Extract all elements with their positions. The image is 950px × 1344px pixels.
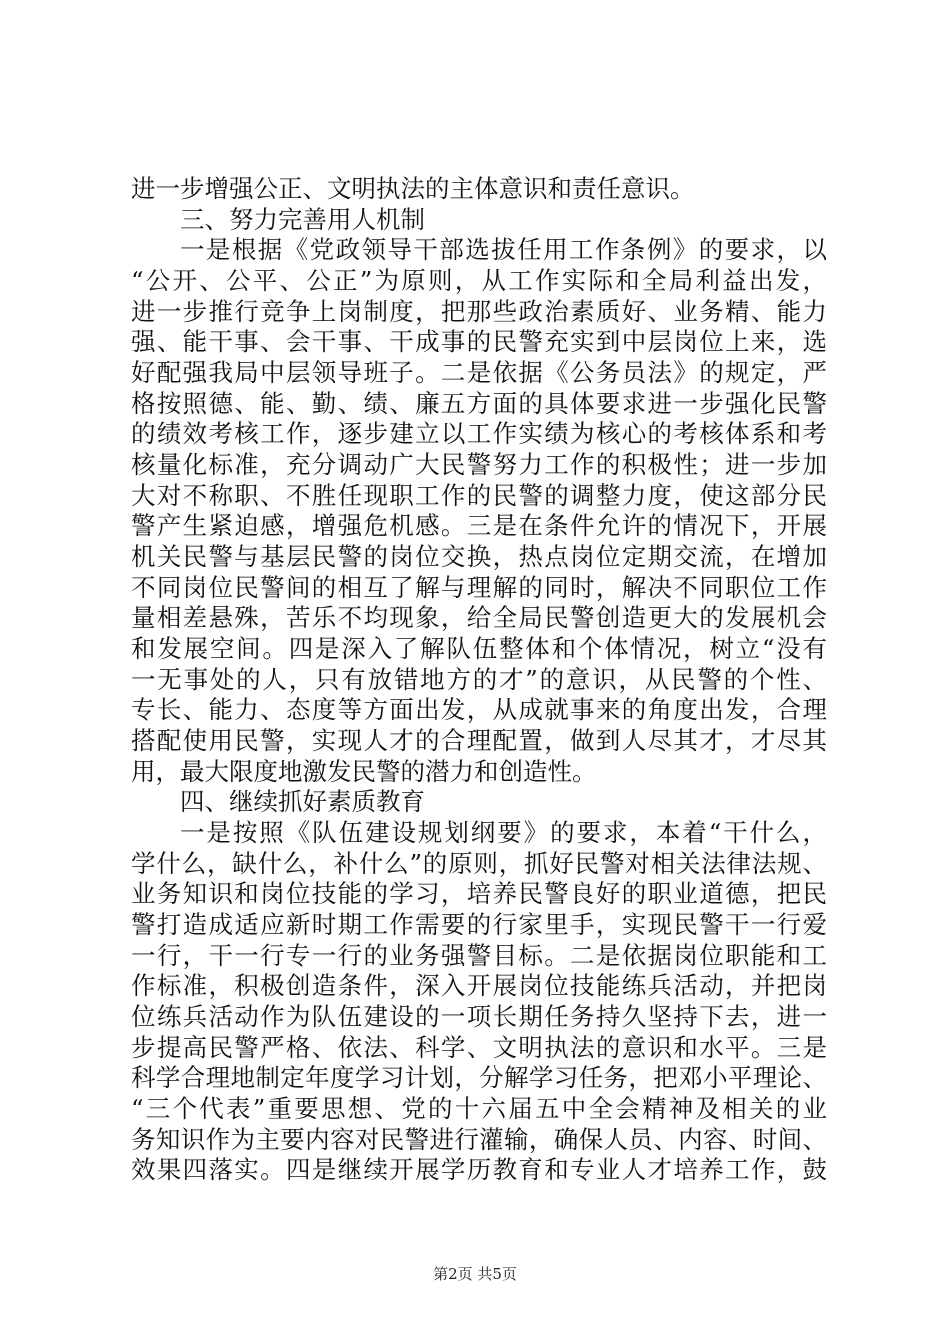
text-line: 作标准，积极创造条件，深入开展岗位技能练兵活动，并把岗 [131,971,827,1000]
text-line: 学什么，缺什么，补什么”的原则，抓好民警对相关法律法规、 [131,849,827,878]
text-line: 进一步推行竞争上岗制度，把那些政治素质好、业务精、能力 [131,297,827,326]
text-line: 科学合理地制定年度学习计划，分解学习任务，把邓小平理论、 [131,1063,827,1092]
text-line: 大对不称职、不胜任现职工作的民警的调整力度，使这部分民 [131,481,827,510]
text-line: 搭配使用民警，实现人才的合理配置，做到人尽其才，才尽其 [131,726,827,755]
text-line: 不同岗位民警间的相互了解与理解的同时，解决不同职位工作 [131,573,827,602]
text-line: “公开、公平、公正”为原则，从工作实际和全局利益出发， [131,266,827,295]
text-line: 用，最大限度地激发民警的潜力和创造性。 [131,757,597,786]
text-line: 格按照德、能、勤、绩、廉五方面的具体要求进一步强化民警 [131,389,827,418]
text-line: 进一步增强公正、文明执法的主体意识和责任意识。 [131,174,695,203]
text-line: “三个代表”重要思想、党的十六届五中全会精神及相关的业 [131,1094,827,1123]
page-number-footer: 第2页 共5页 [433,1265,517,1283]
text-line: 核量化标准，充分调动广大民警努力工作的积极性；进一步加 [131,450,827,479]
section-heading: 四、继续抓好素质教育 [180,787,425,816]
text-line: 一是根据《党政领导干部选拔任用工作条例》的要求，以 [180,235,827,264]
text-line: 和发展空间。四是深入了解队伍整体和个体情况，树立“没有 [131,634,827,663]
text-line: 量相差悬殊，苦乐不均现象，给全局民警创造更大的发展机会 [131,603,827,632]
text-line: 效果四落实。四是继续开展学历教育和专业人才培养工作，鼓 [131,1155,827,1184]
text-line: 一无事处的人，只有放错地方的才”的意识，从民警的个性、 [131,665,827,694]
text-line: 强、能干事、会干事、干成事的民警充实到中层岗位上来，选 [131,327,827,356]
text-line: 的绩效考核工作，逐步建立以工作实绩为核心的考核体系和考 [131,419,827,448]
text-line: 警打造成适应新时期工作需要的行家里手，实现民警干一行爱 [131,910,827,939]
section-heading: 三、努力完善用人机制 [180,205,425,234]
text-line: 专长、能力、态度等方面出发，从成就事来的角度出发，合理 [131,695,827,724]
text-line: 业务知识和岗位技能的学习，培养民警良好的职业道德，把民 [131,879,827,908]
text-line: 机关民警与基层民警的岗位交换，热点岗位定期交流，在增加 [131,542,827,571]
text-line: 步提高民警严格、依法、科学、文明执法的意识和水平。三是 [131,1033,827,1062]
text-line: 一行，干一行专一行的业务强警目标。二是依据岗位职能和工 [131,941,827,970]
text-line: 务知识作为主要内容对民警进行灌输，确保人员、内容、时间、 [131,1125,827,1154]
text-line: 警产生紧迫感，增强危机感。三是在条件允许的情况下，开展 [131,511,827,540]
text-line: 好配强我局中层领导班子。二是依据《公务员法》的规定，严 [131,358,827,387]
text-line: 一是按照《队伍建设规划纲要》的要求，本着“干什么， [180,818,827,847]
text-line: 位练兵活动作为队伍建设的一项长期任务持久坚持下去，进一 [131,1002,827,1031]
